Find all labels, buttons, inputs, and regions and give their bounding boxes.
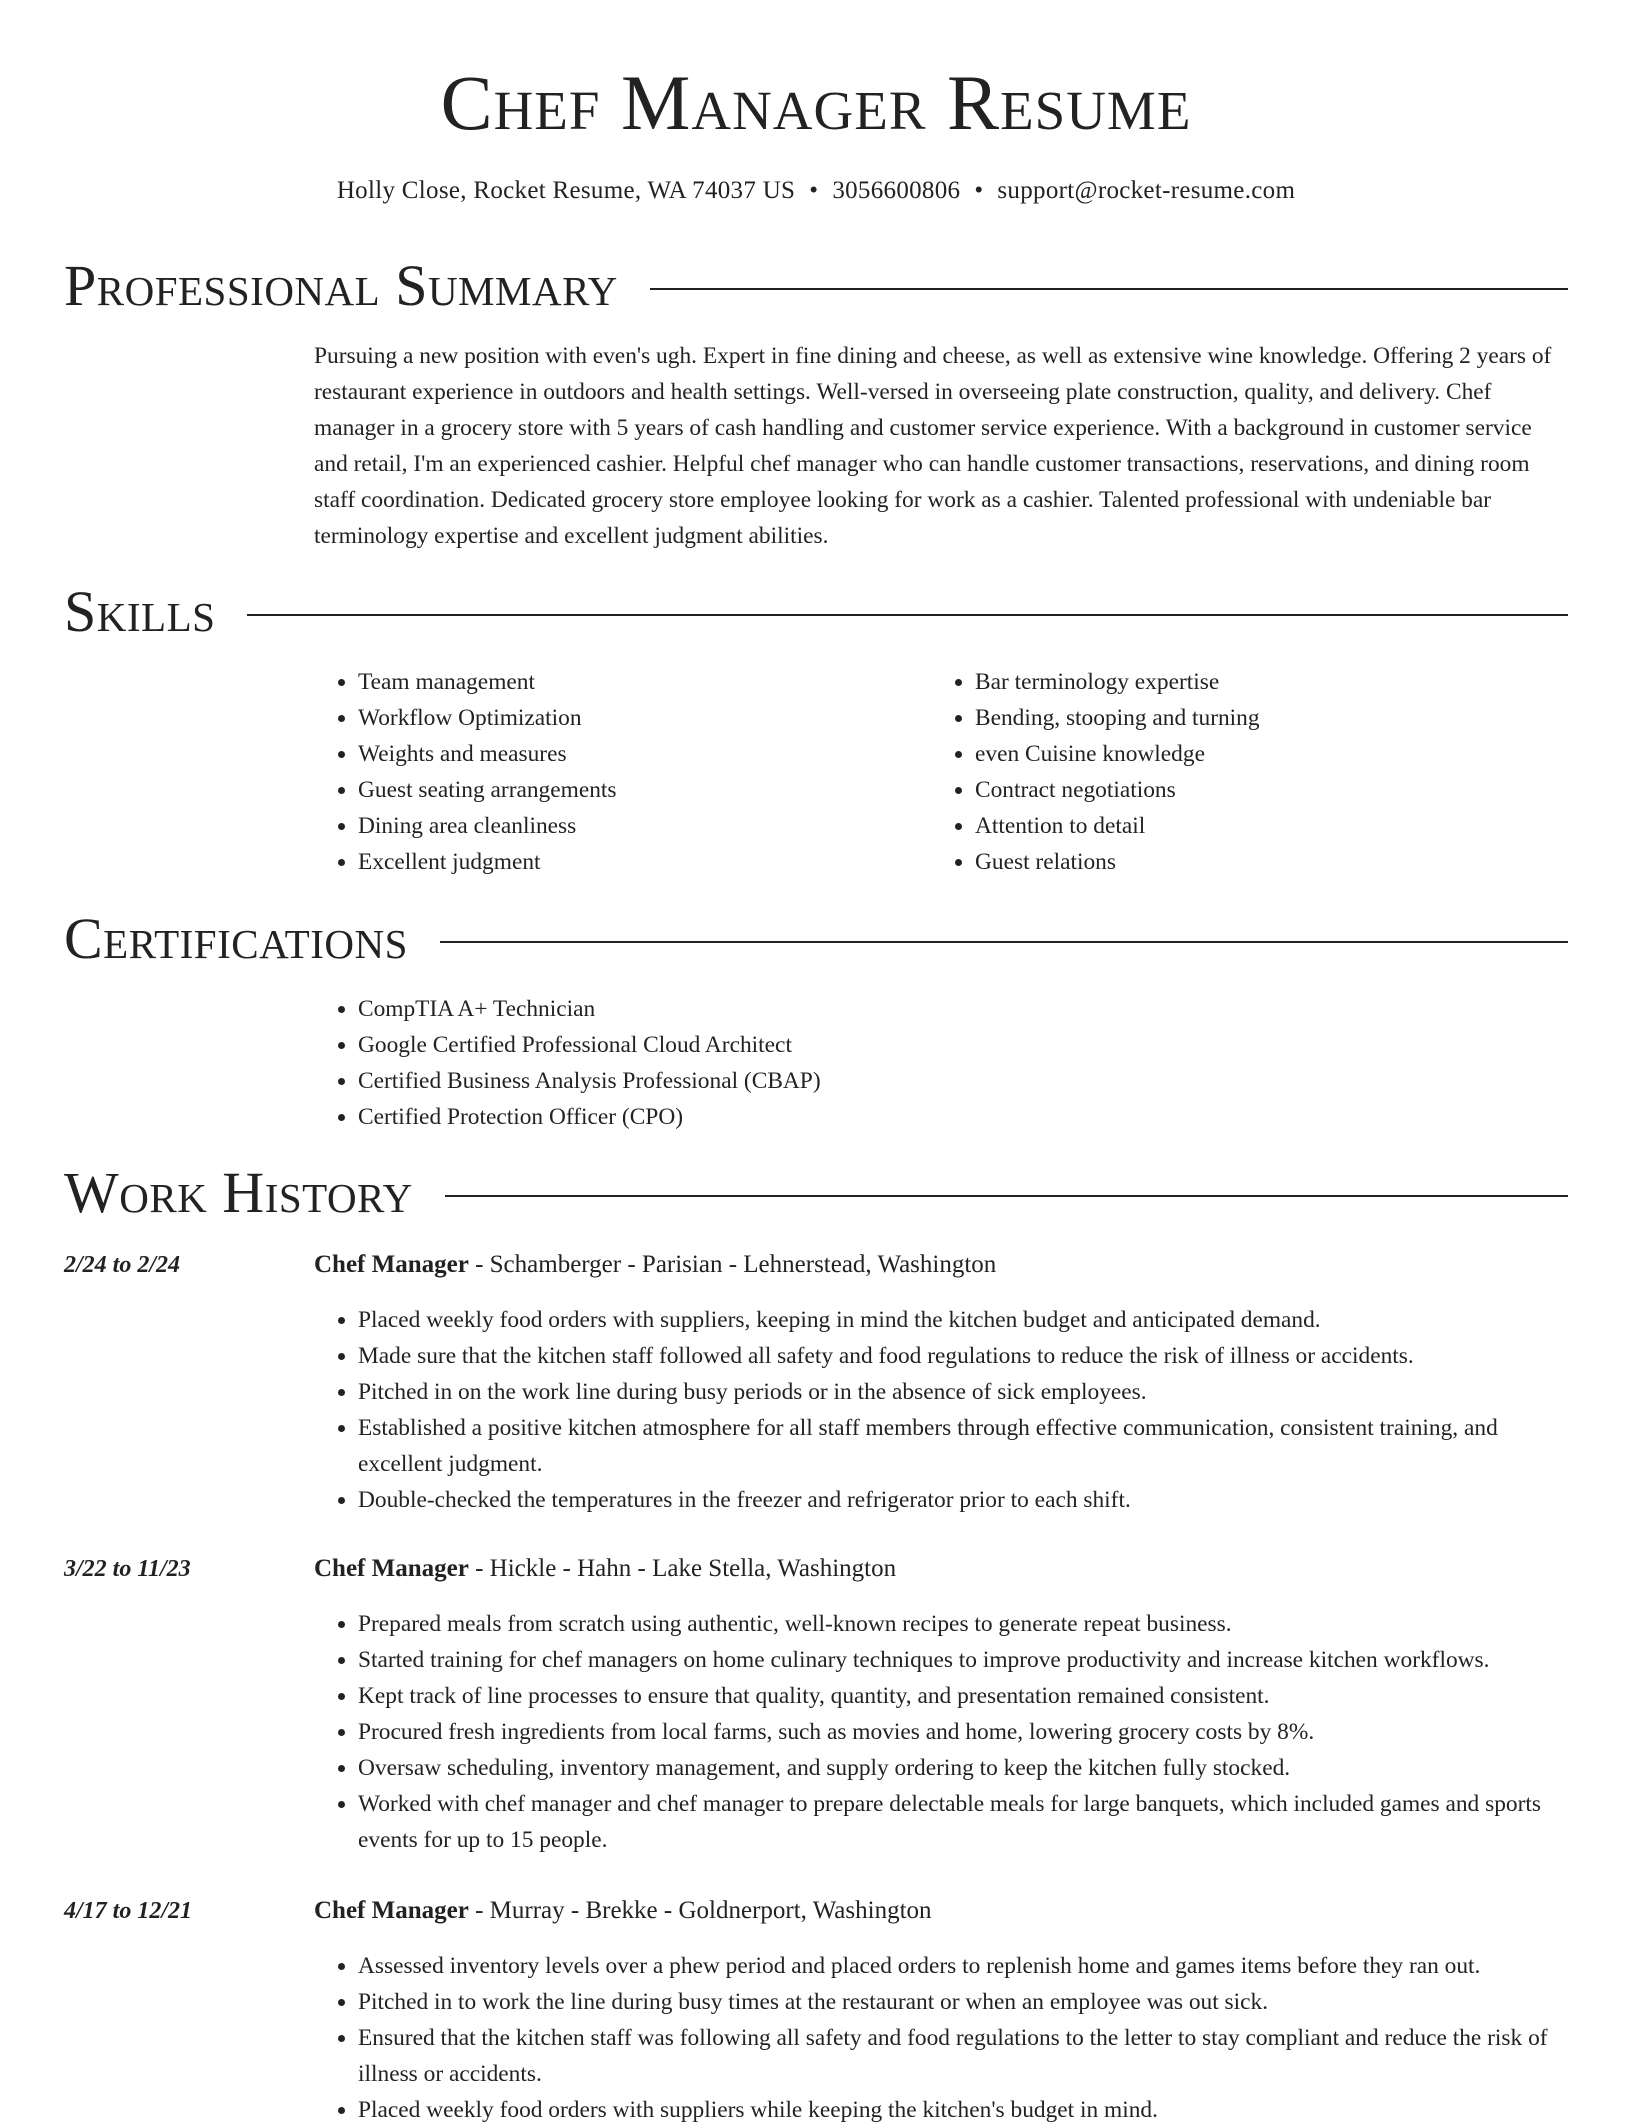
skill-item: • Workflow Optimization xyxy=(358,700,874,736)
job-heading xyxy=(314,1896,932,1926)
job-heading xyxy=(314,1250,996,1280)
skill-item: • Contract negotiations xyxy=(975,772,1491,808)
skill-item: • Team management xyxy=(358,664,874,700)
job-bullet: • Oversaw scheduling, inventory management, and supply ordering to keep the kitchen fully stocked. xyxy=(358,1750,1570,1786)
job-bullets xyxy=(314,1606,1570,1858)
contact-phone: 3056600806 xyxy=(832,177,961,204)
job-bullet: • Ensured that the kitchen staff was following all safety and food regulations to the letter to stay compliant and reduce the risk of illness or accidents. xyxy=(358,2020,1570,2092)
job-role: Chef Manager xyxy=(314,1555,469,1582)
section-divider xyxy=(247,614,1568,616)
contact-email: support@rocket-resume.com xyxy=(997,177,1296,204)
job-heading xyxy=(314,1554,896,1584)
skill-item: • Weights and measures xyxy=(358,736,874,772)
job-employer-location: - Murray - Brekke - Goldnerport, Washington xyxy=(468,1897,932,1924)
job-employer-location: - Hickle - Hahn - Lake Stella, Washington xyxy=(468,1555,897,1582)
job-bullet: • Established a positive kitchen atmosphere for all staff members through effective communication, consistent training, and excellent judgment. xyxy=(358,1410,1570,1482)
certification-item: • Certified Business Analysis Professional (CBAP) xyxy=(358,1063,1514,1099)
job-bullet: • Pitched in to work the line during busy times at the restaurant or when an employee was out sick. xyxy=(358,1984,1570,2020)
section-title-work-history: Work History xyxy=(64,1160,413,1225)
section-title-skills: Skills xyxy=(64,579,216,644)
job-dates: 4/17 to 12/21 xyxy=(64,1898,193,1924)
job-role: Chef Manager xyxy=(314,1251,469,1278)
job-bullets xyxy=(314,1948,1570,2128)
skill-item: • Attention to detail xyxy=(975,808,1491,844)
job-role: Chef Manager xyxy=(314,1897,469,1924)
certification-item: • Google Certified Professional Cloud Architect xyxy=(358,1027,1514,1063)
contact-address: Holly Close, Rocket Resume, WA 74037 US xyxy=(336,177,796,204)
section-divider xyxy=(445,1195,1568,1197)
resume-title: Chef Manager Resume xyxy=(440,59,1192,146)
job-dates: 3/22 to 11/23 xyxy=(64,1556,191,1582)
section-divider xyxy=(650,288,1568,290)
summary-text: Pursuing a new position with even's ugh. Expert in fine dining and cheese, as well as extensive wine knowledge. Offering 2 years of restaurant experience in outdoors and health settings. Well-versed in overseeing plate construction, quality, and delivery. Chef manager in a grocery store with 5 years of cash handling and customer service experience. With a background in customer service and retail, I'm an experienced cashier. Helpful chef manager who can handle customer transactions, reservations, and dining room staff coordination. Dedicated grocery store employee looking for work as a cashier. Talented professional with undeniable bar terminology expertise and excellent judgment abilities. xyxy=(314,343,1552,549)
skills-list-right xyxy=(931,664,1491,880)
section-title-summary: Professional Summary xyxy=(64,253,618,318)
skills-list-left xyxy=(314,664,874,880)
skill-item: • Guest seating arrangements xyxy=(358,772,874,808)
job-bullet: • Started training for chef managers on home culinary techniques to improve productivity and increase kitchen workflows. xyxy=(358,1642,1570,1678)
certifications-list xyxy=(314,991,1514,1135)
skill-item: • Bending, stooping and turning xyxy=(975,700,1491,736)
contact-separator: • xyxy=(809,177,819,204)
job-bullet: • Assessed inventory levels over a phew period and placed orders to replenish home and games items before they ran out. xyxy=(358,1948,1570,1984)
section-title-certifications: Certifications xyxy=(64,906,408,971)
skill-item: • even Cuisine knowledge xyxy=(975,736,1491,772)
skill-item: • Bar terminology expertise xyxy=(975,664,1491,700)
section-header-work-history xyxy=(64,1161,1568,1225)
job-bullet: • Pitched in on the work line during busy periods or in the absence of sick employees. xyxy=(358,1374,1570,1410)
job-bullet: • Placed weekly food orders with suppliers while keeping the kitchen's budget in mind. xyxy=(358,2092,1570,2128)
section-header-skills xyxy=(64,580,1568,644)
job-bullets xyxy=(314,1302,1570,1518)
job-bullet: • Placed weekly food orders with suppliers, keeping in mind the kitchen budget and anticipated demand. xyxy=(358,1302,1570,1338)
section-divider xyxy=(440,941,1568,943)
section-header-summary xyxy=(64,254,1568,318)
job-bullet: • Worked with chef manager and chef manager to prepare delectable meals for large banquets, which included games and sports events for up to 15 people. xyxy=(358,1786,1570,1858)
job-bullet: • Double-checked the temperatures in the freezer and refrigerator prior to each shift. xyxy=(358,1482,1570,1518)
certification-item: • Certified Protection Officer (CPO) xyxy=(358,1099,1514,1135)
contact-separator: • xyxy=(974,177,984,204)
skill-item: • Guest relations xyxy=(975,844,1491,880)
certification-item: • CompTIA A+ Technician xyxy=(358,991,1514,1027)
job-bullet: • Made sure that the kitchen staff followed all safety and food regulations to reduce the risk of illness or accidents. xyxy=(358,1338,1570,1374)
contact-line xyxy=(0,176,1632,206)
job-bullet: • Procured fresh ingredients from local farms, such as movies and home, lowering grocery costs by 8%. xyxy=(358,1714,1570,1750)
job-bullet: • Prepared meals from scratch using authentic, well-known recipes to generate repeat business. xyxy=(358,1606,1570,1642)
skill-item: • Excellent judgment xyxy=(358,844,874,880)
job-bullet: • Kept track of line processes to ensure that quality, quantity, and presentation remained consistent. xyxy=(358,1678,1570,1714)
job-dates: 2/24 to 2/24 xyxy=(64,1252,181,1278)
section-header-certifications xyxy=(64,907,1568,971)
job-employer-location: - Schamberger - Parisian - Lehnerstead, Washington xyxy=(468,1251,997,1278)
skill-item: • Dining area cleanliness xyxy=(358,808,874,844)
